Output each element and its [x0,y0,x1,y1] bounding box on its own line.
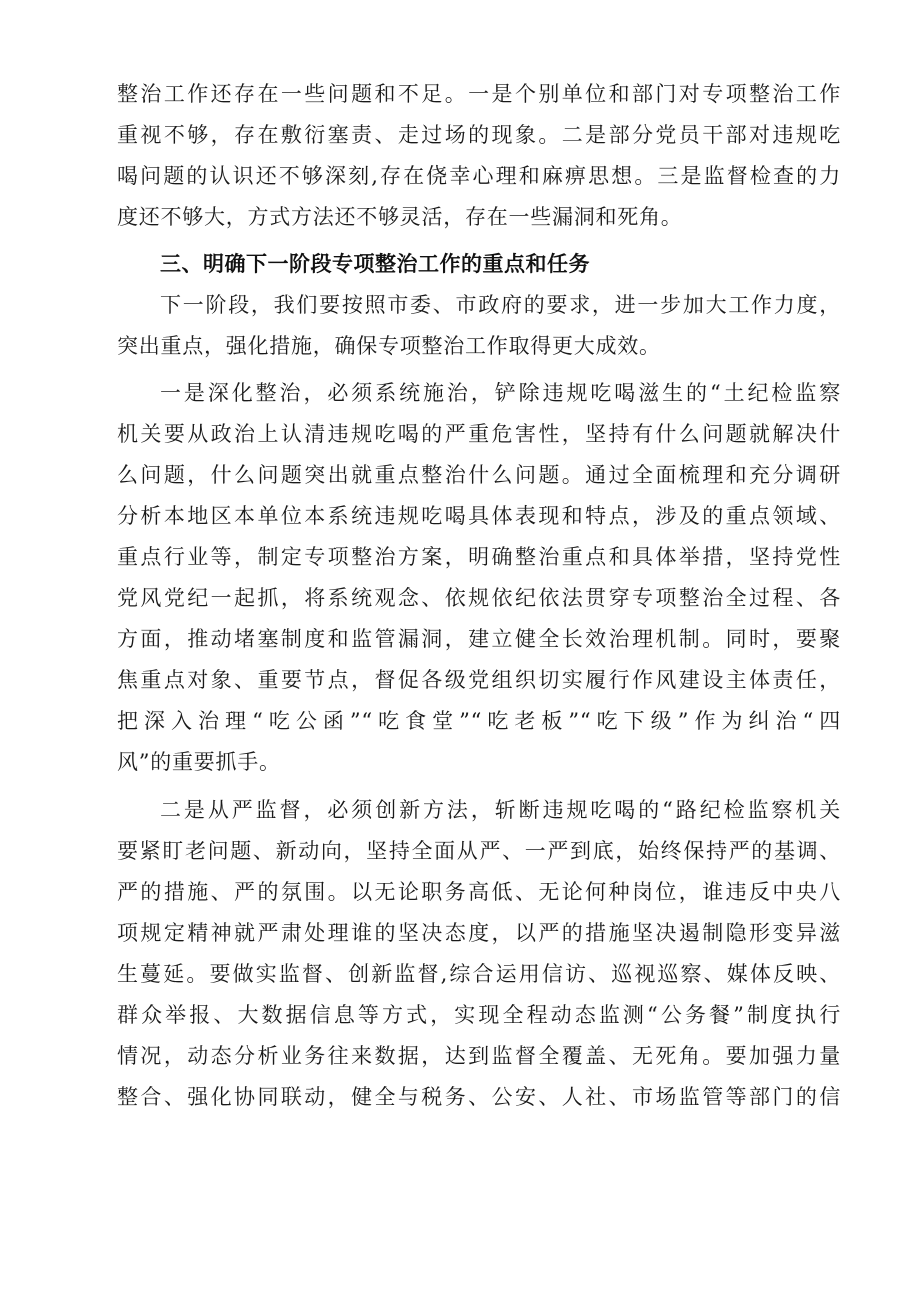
paragraph-line: 一是深化整治，必须系统施治，铲除违规吃喝滋生的“土纪检监察 [160,381,841,405]
paragraph-line: 么问题，什么问题突出就重点整治什么问题。通过全面梳理和充分调研 [117,463,841,487]
paragraph-line: 焦重点对象、重要节点，督促各级党组织切实履行作风建设主体责任， [117,668,841,692]
paragraph-line: 党风党纪一起抓，将系统观念、依规依纪依法贯穿专项整治全过程、各 [117,586,841,610]
paragraph-line: 生蔓延。要做实监督、创新监督,综合运用信访、巡视巡察、媒体反映、 [117,962,841,986]
paragraph-line: 情况，动态分析业务往来数据，达到监督全覆盖、无死角。要加强力量 [117,1044,841,1068]
paragraph-line: 重点行业等，制定专项整治方案，明确整治重点和具体举措，坚持党性 [117,545,841,569]
paragraph-line: 分析本地区本单位本系统违规吃喝具体表现和特点，涉及的重点领域、 [117,504,841,528]
section-heading: 三、明确下一阶段专项整治工作的重点和任务 [160,252,590,276]
paragraph-line: 二是从严监督，必须创新方法，斩断违规吃喝的“路纪检监察机关 [160,798,841,822]
paragraph-line: 群众举报、大数据信息等方式，实现全程动态监测“公务餐”制度执行 [117,1003,841,1027]
paragraph-line: 下一阶段，我们要按照市委、市政府的要求，进一步加大工作力度， [160,293,841,317]
paragraph-line: 把深入治理“吃公函”“吃食堂”“吃老板”“吃下级”作为纠治“四 [117,709,841,733]
paragraph-line: 严的措施、严的氛围。以无论职务高低、无论何种岗位，谁违反中央八 [117,880,841,904]
paragraph-line: 度还不够大，方式方法还不够灵活，存在一些漏洞和死角。 [117,205,683,229]
paragraph-line: 要紧盯老问题、新动向，坚持全面从严、一严到底，始终保持严的基调、 [117,839,841,863]
paragraph-line: 整治工作还存在一些问题和不足。一是个别单位和部门对专项整治工作 [117,82,841,106]
paragraph-line: 项规定精神就严肃处理谁的坚决态度，以严的措施坚决遏制隐形变异滋 [117,921,841,945]
paragraph-line: 喝问题的认识还不够深刻,存在侥幸心理和麻痹思想。三是监督检查的力 [117,164,841,188]
paragraph-line: 重视不够，存在敷衍塞责、走过场的现象。二是部分党员干部对违规吃 [117,123,841,147]
paragraph-line: 突出重点，强化措施，确保专项整治工作取得更大成效。 [117,334,661,358]
paragraph-line: 方面，推动堵塞制度和监管漏洞，建立健全长效治理机制。同时，要聚 [117,627,841,651]
paragraph-line: 机关要从政治上认清违规吃喝的严重危害性，坚持有什么问题就解决什 [117,422,841,446]
paragraph-line: 整合、强化协同联动，健全与税务、公安、人社、市场监管等部门的信 [117,1085,841,1109]
paragraph-line: 风”的重要抓手。 [117,750,281,774]
